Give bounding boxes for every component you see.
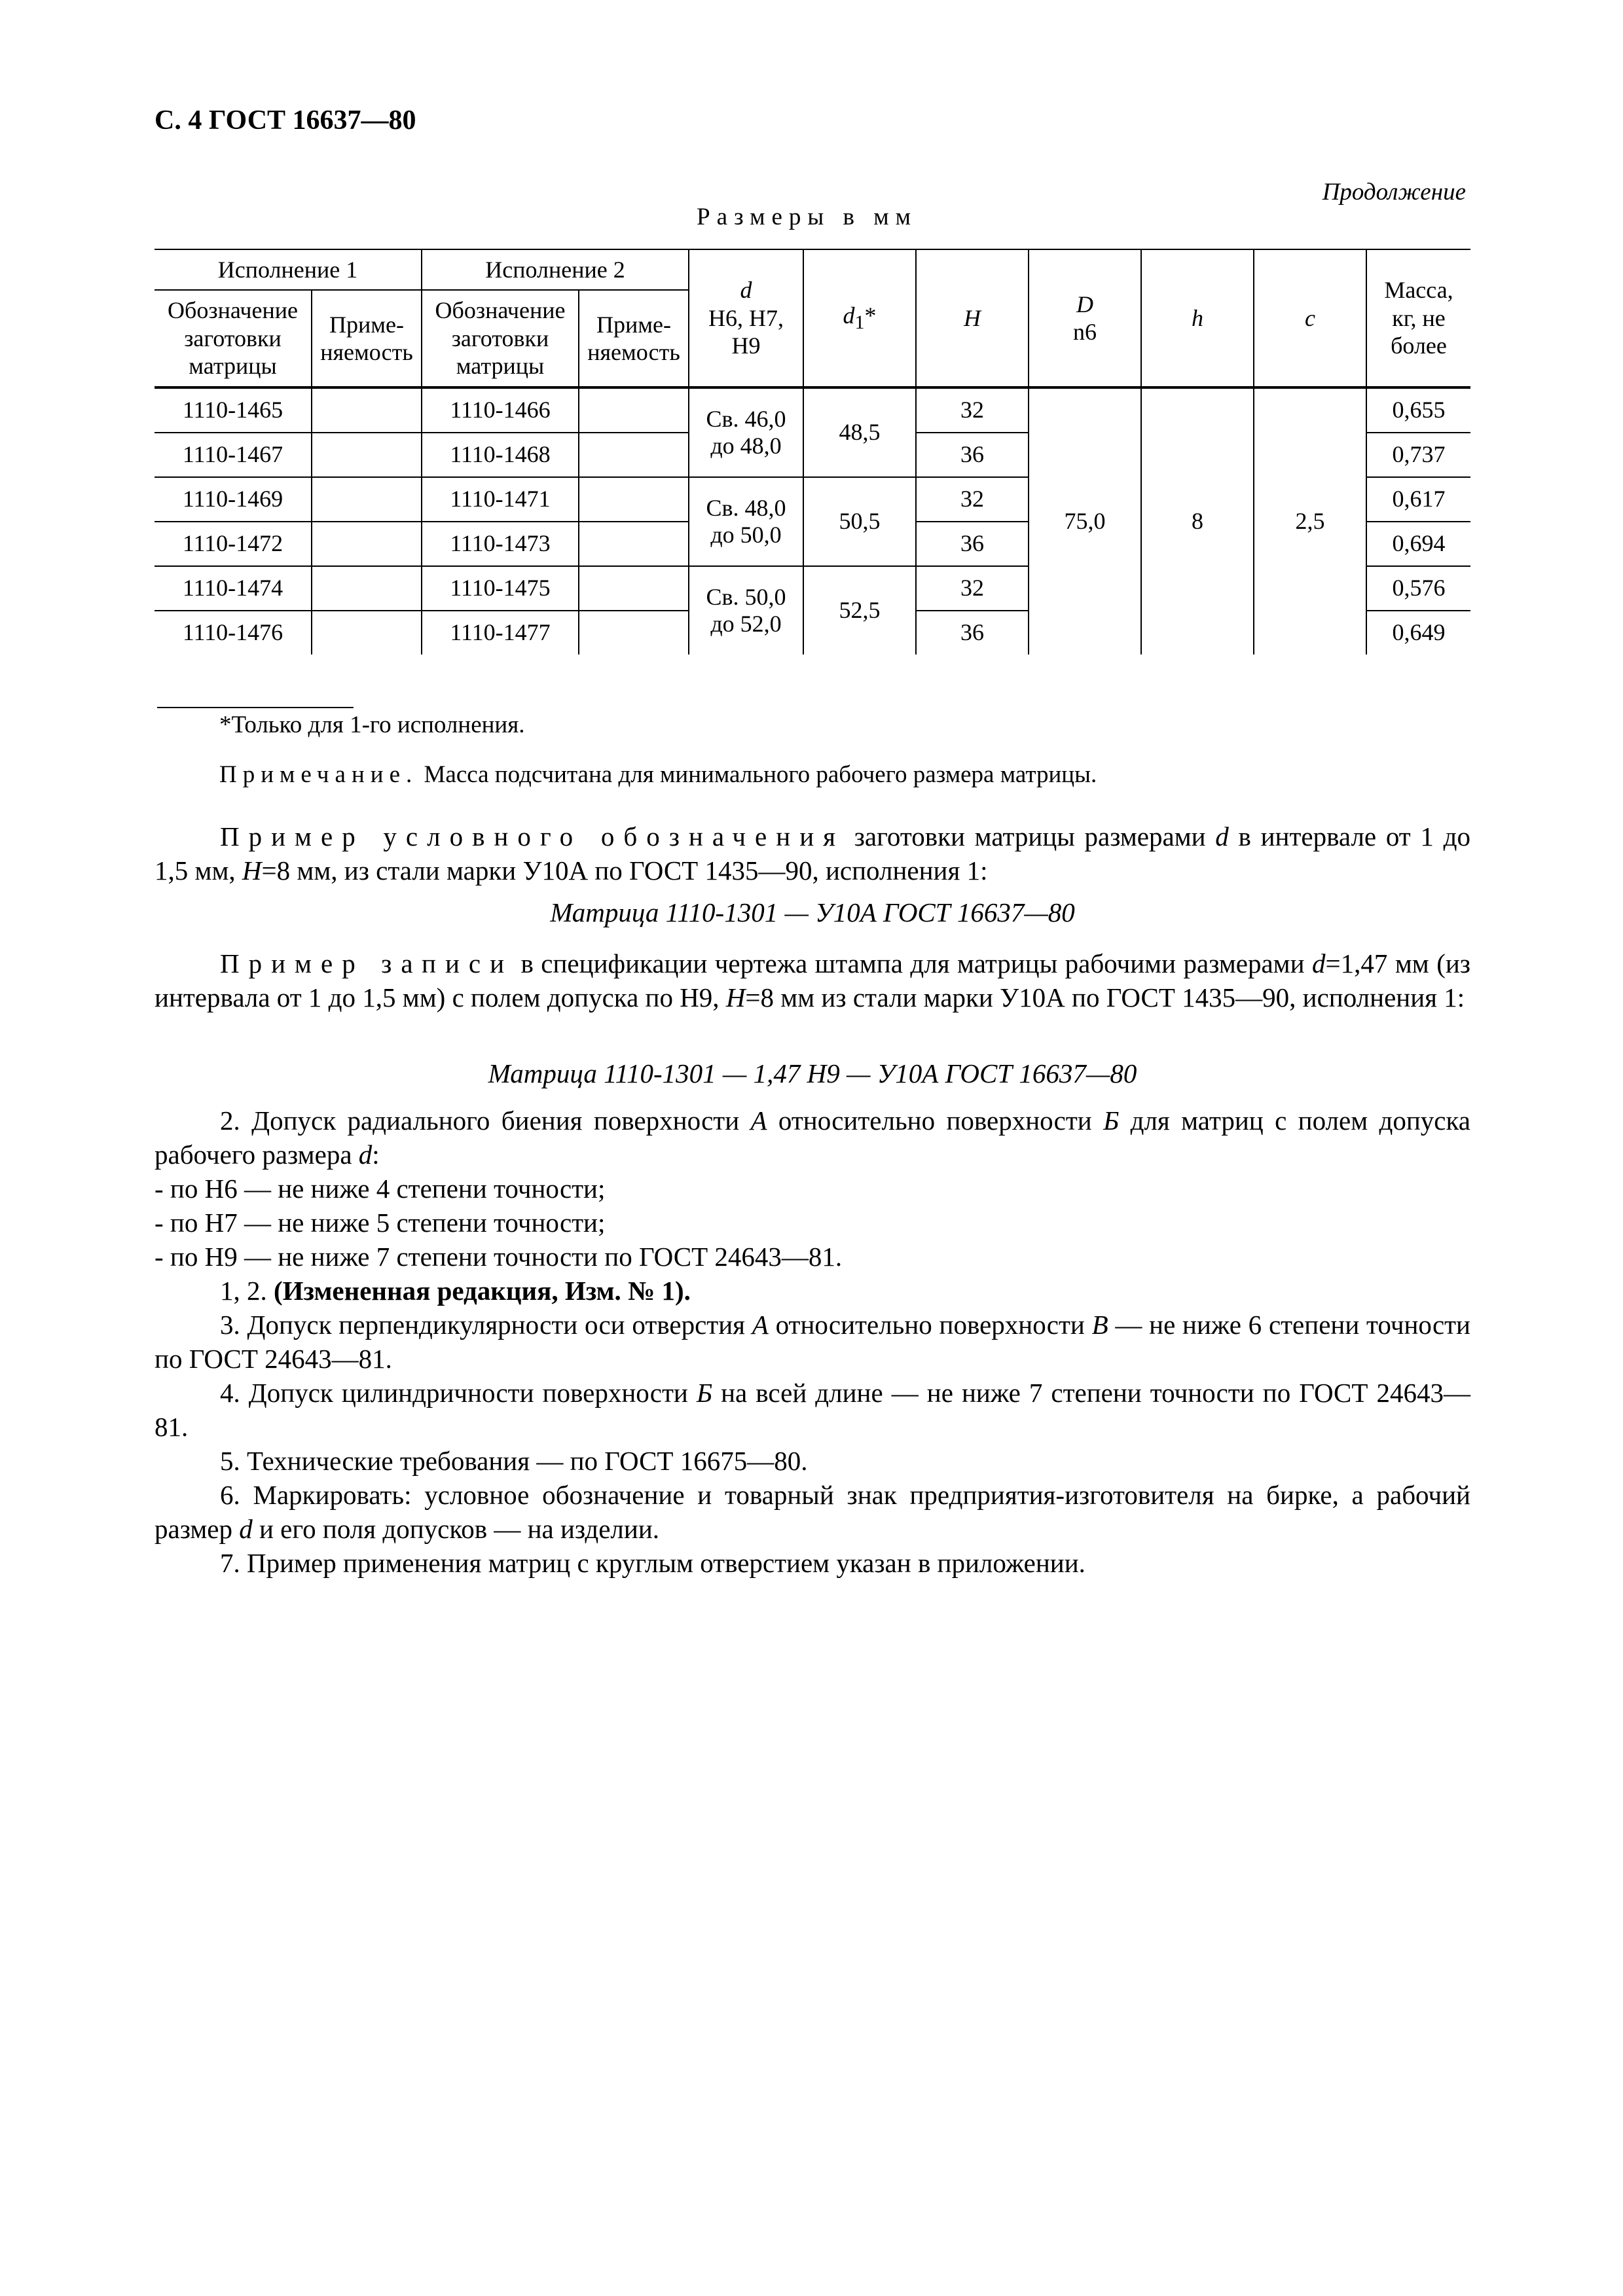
cell-oboz2: 1110-1471	[422, 477, 579, 522]
item-4: 4. Допуск цилиндричности поверхности Б на всей длине — не ниже 7 степени точности по ГОСТ 24643—81.	[155, 1378, 1470, 1442]
cell-prim1	[312, 522, 422, 566]
cell-prim1	[312, 566, 422, 611]
cell-mass: 0,576	[1366, 566, 1470, 611]
cell-mass: 0,617	[1366, 477, 1470, 522]
header-d: d H6, H7, H9	[689, 249, 803, 387]
cell-prim2	[579, 477, 689, 522]
cell-H: 36	[916, 433, 1029, 477]
header-d1: $d_1*$	[803, 249, 916, 387]
cell-prim1	[312, 611, 422, 655]
cell-oboz2: 1110-1468	[422, 433, 579, 477]
cell-d1: 48,5	[803, 387, 916, 477]
cell-mass: 0,694	[1366, 522, 1470, 566]
cell-prim2	[579, 433, 689, 477]
cell-prim1	[312, 387, 422, 433]
item-2-h6: - по H6 — не ниже 4 степени точности;	[155, 1174, 606, 1204]
table-row	[155, 387, 1470, 433]
cell-D: 75,0	[1029, 387, 1141, 655]
continuation-label: Продолжение	[1322, 179, 1466, 206]
item-3: 3. Допуск перпендикулярности оси отверстия А относительно поверхности В — не ниже 6 степени точности по ГОСТ 24643—81.	[155, 1310, 1470, 1374]
header-isp2: Исполнение 2	[422, 249, 689, 290]
cell-mass: 0,649	[1366, 611, 1470, 655]
cell-prim1	[312, 433, 422, 477]
cell-oboz1: 1110-1465	[155, 387, 312, 433]
cell-oboz1: 1110-1476	[155, 611, 312, 655]
item-5: 5. Технические требования — по ГОСТ 16675—80.	[220, 1446, 808, 1476]
cell-c: 2,5	[1254, 387, 1366, 655]
dimensions-table	[155, 249, 1470, 655]
cell-d-range: Св. 50,0 до 52,0	[689, 566, 803, 655]
example-record-formula: Матрица 1110-1301 — 1,47 H9 — У10А ГОСТ 16637—80	[488, 1058, 1137, 1088]
header-oboz1: Обозначение заготовки матрицы	[155, 290, 312, 387]
cell-oboz2: 1110-1477	[422, 611, 579, 655]
header-oboz2: Обозначение заготовки матрицы	[422, 290, 579, 387]
cell-d1: 50,5	[803, 477, 916, 566]
cell-oboz1: 1110-1467	[155, 433, 312, 477]
table-note: Примечание. Масса подсчитана для минимального рабочего размера матрицы.	[219, 761, 1097, 788]
example-record-paragraph: Пример записи в спецификации чертежа штампа для матрицы рабочими размерами d=1,47 мм (из интервала от 1 до 1,5 мм) с полем допуска по H9, H=8 мм из стали марки У10А по ГОСТ 1435—90, исполнения 1:	[155, 948, 1470, 1013]
cell-oboz1: 1110-1474	[155, 566, 312, 611]
amendment-note: 1, 2. (Измененная редакция, Изм. № 1).	[220, 1276, 691, 1306]
header-h: h	[1141, 249, 1254, 387]
cell-oboz2: 1110-1466	[422, 387, 579, 433]
cell-H: 36	[916, 611, 1029, 655]
cell-H: 32	[916, 566, 1029, 611]
header-isp1: Исполнение 1	[155, 249, 422, 290]
page-title: С. 4 ГОСТ 16637—80	[155, 105, 416, 135]
cell-H: 36	[916, 522, 1029, 566]
cell-mass: 0,737	[1366, 433, 1470, 477]
item-6: 6. Маркировать: условное обозначение и товарный знак предприятия-изготовителя на бирке, а рабочий размер d и его поля допусков — на изделии.	[155, 1480, 1470, 1544]
example-designation-formula: Матрица 1110-1301 — У10А ГОСТ 16637—80	[550, 897, 1075, 927]
header-mass: Масса, кг, не более	[1366, 249, 1470, 387]
cell-d-range: Св. 48,0 до 50,0	[689, 477, 803, 566]
requirements-list	[155, 1103, 1470, 1580]
cell-d-range: Св. 46,0 до 48,0	[689, 387, 803, 477]
cell-h: 8	[1141, 387, 1254, 655]
footnote: *Только для 1-го исполнения.	[219, 711, 525, 738]
cell-prim2	[579, 522, 689, 566]
cell-oboz2: 1110-1475	[422, 566, 579, 611]
cell-H: 32	[916, 477, 1029, 522]
cell-mass: 0,655	[1366, 387, 1470, 433]
cell-oboz1: 1110-1469	[155, 477, 312, 522]
cell-prim2	[579, 566, 689, 611]
header-prim2: Приме-няемость	[579, 290, 689, 387]
header-c: c	[1254, 249, 1366, 387]
cell-prim1	[312, 477, 422, 522]
cell-d1: 52,5	[803, 566, 916, 655]
cell-H: 32	[916, 387, 1029, 433]
cell-oboz2: 1110-1473	[422, 522, 579, 566]
example-designation-paragraph: Пример условного обозначения заготовки матрицы размерами d в интервале от 1 до 1,5 мм, H=8 мм, из стали марки У10А по ГОСТ 1435—90, исполнения 1:	[155, 821, 1470, 886]
dimensions-caption: Размеры в мм	[697, 204, 918, 230]
footnote-divider	[157, 707, 354, 708]
item-7: 7. Пример применения матриц с круглым отверстием указан в приложении.	[220, 1548, 1085, 1578]
header-D: D n6	[1029, 249, 1141, 387]
cell-prim2	[579, 387, 689, 433]
cell-oboz1: 1110-1472	[155, 522, 312, 566]
item-2-h7: - по H7 — не ниже 5 степени точности;	[155, 1208, 606, 1238]
header-H: H	[916, 249, 1029, 387]
item-2-h9: - по H9 — не ниже 7 степени точности по ГОСТ 24643—81.	[155, 1242, 843, 1272]
header-prim1: Приме-няемость	[312, 290, 422, 387]
item-2: 2. Допуск радиального биения поверхности А относительно поверхности Б для матриц с полем допуска рабочего размера d:	[155, 1105, 1470, 1170]
cell-prim2	[579, 611, 689, 655]
